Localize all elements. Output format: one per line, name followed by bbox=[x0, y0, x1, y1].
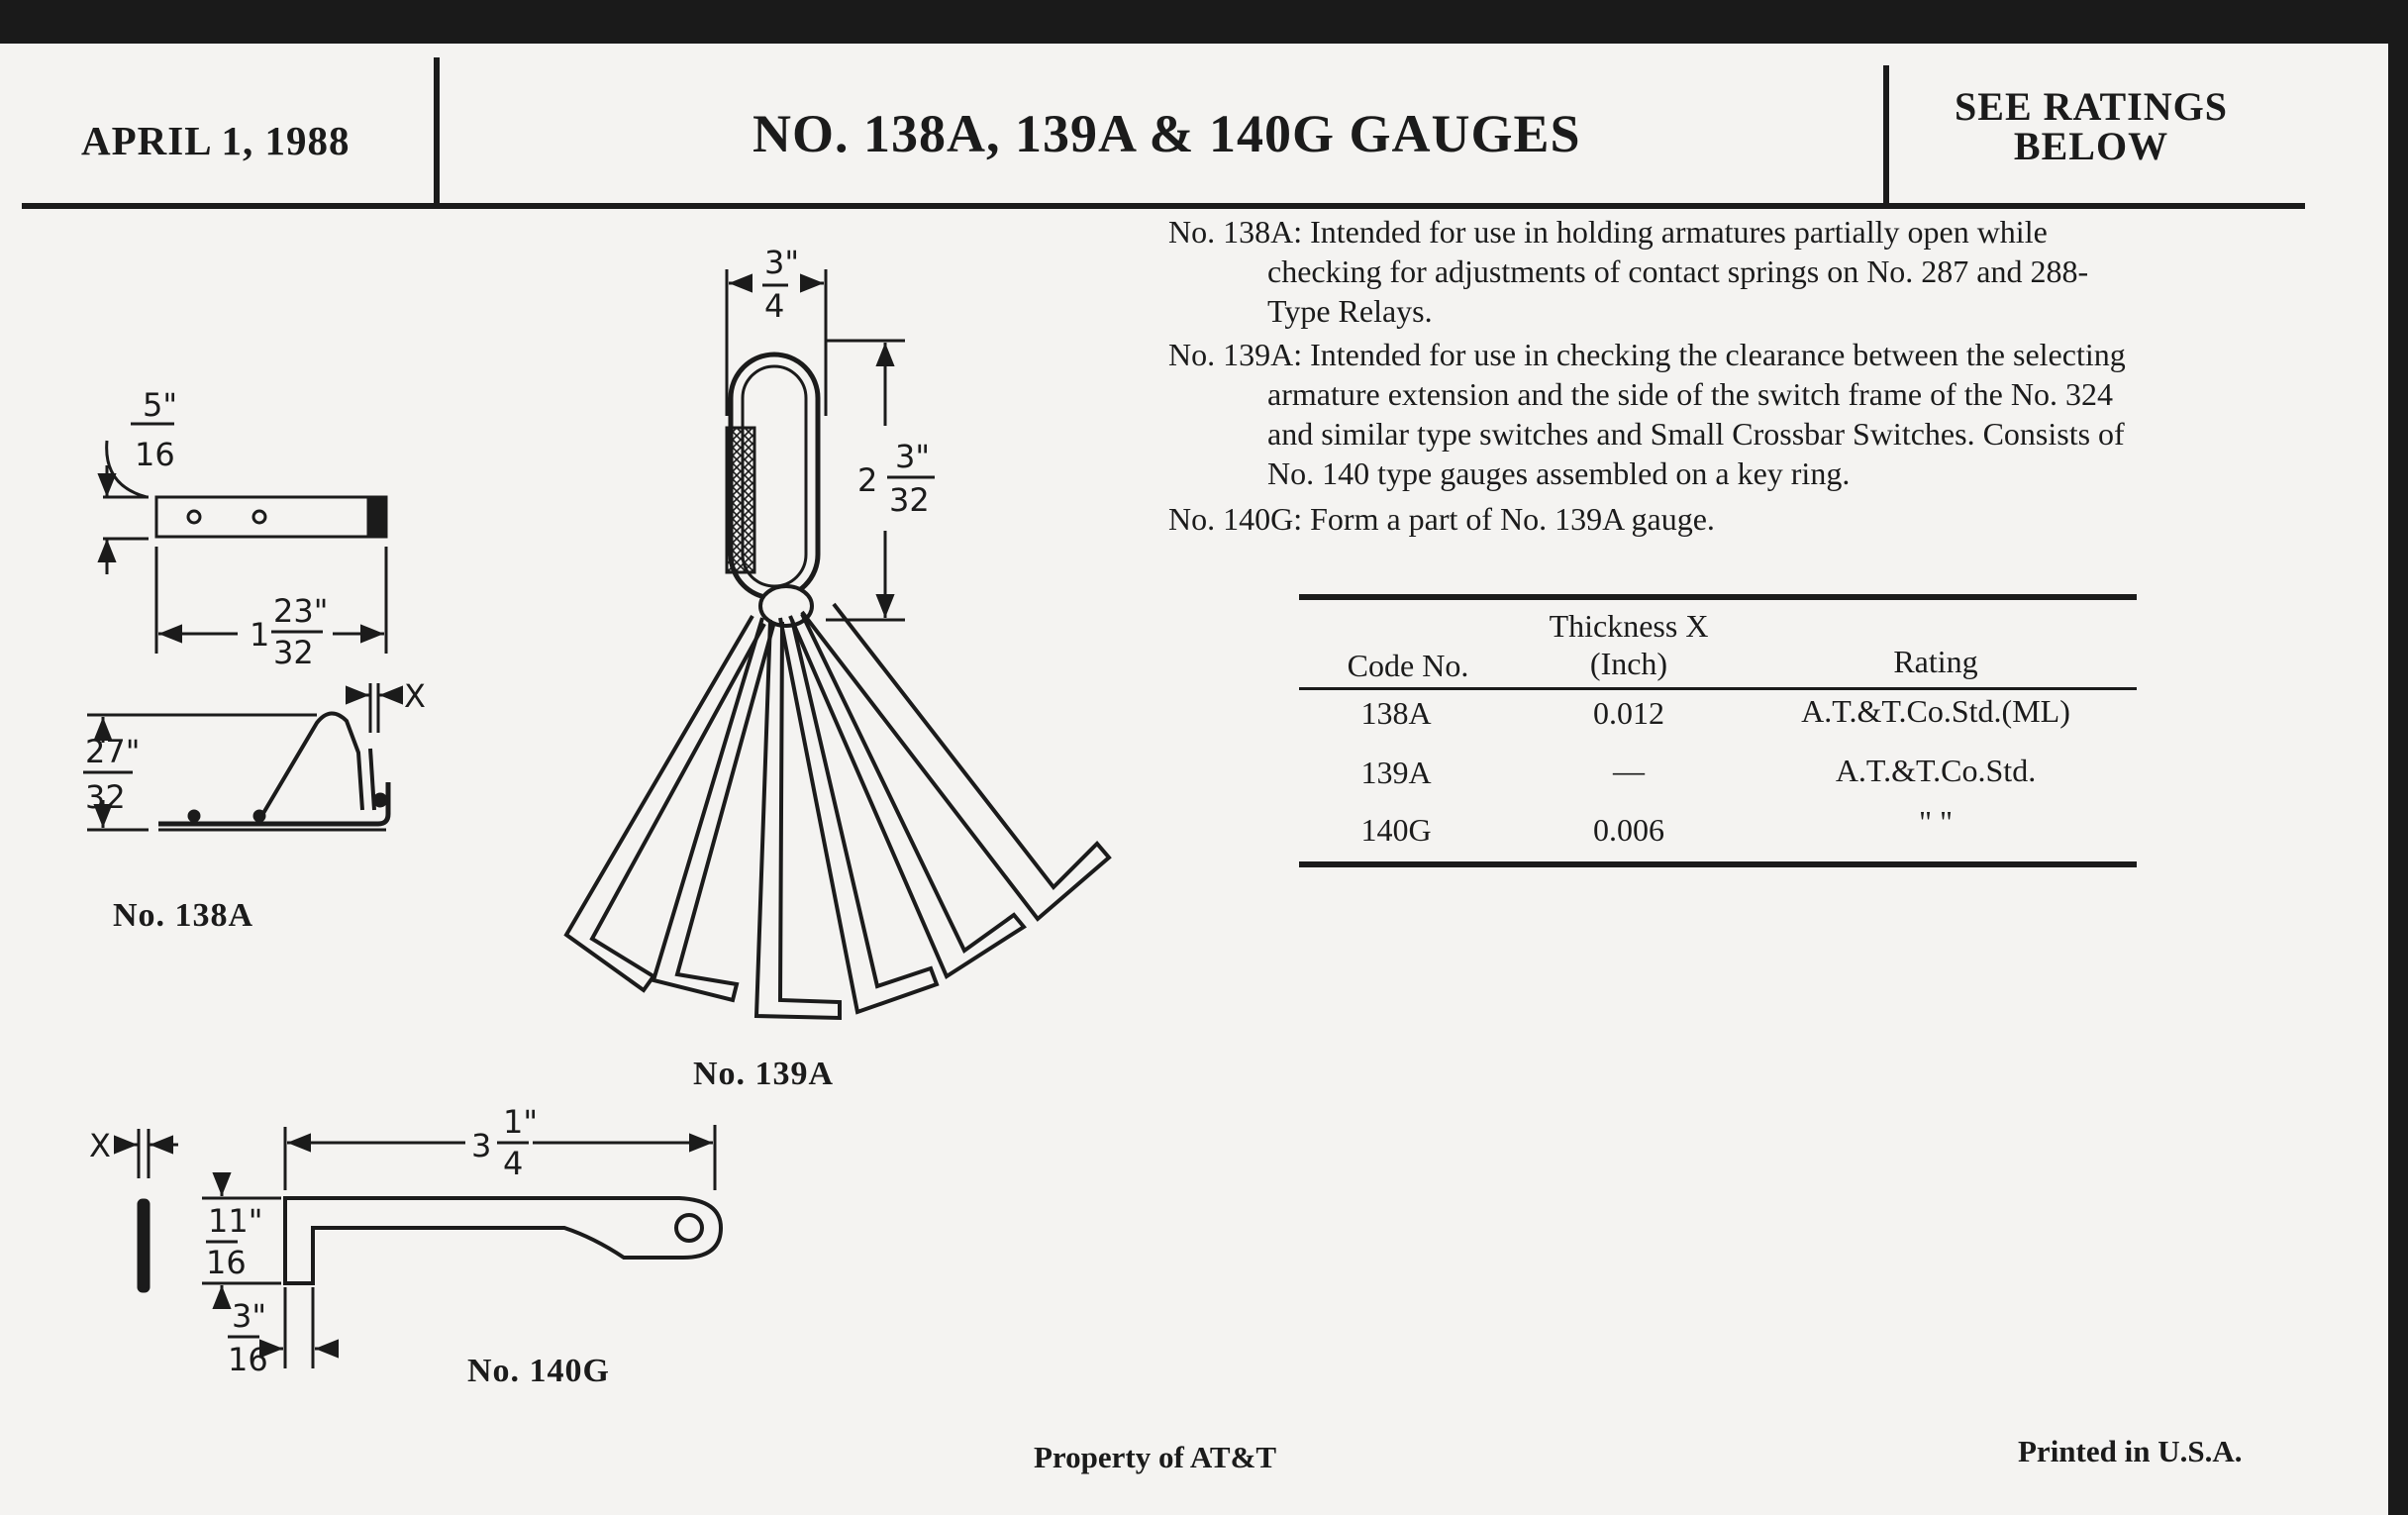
desc-139a-line-4: No. 140 type gauges assembled on a key ring. bbox=[1267, 455, 1851, 491]
dim-139a-h-den: 32 bbox=[889, 481, 930, 519]
dim-140g-x bbox=[117, 1129, 178, 1178]
desc-140g-line-1: No. 140G: Form a part of No. 139A gauge. bbox=[1168, 501, 1715, 537]
footer-printed: Printed in U.S.A. bbox=[2018, 1434, 2243, 1468]
caption-139a: No. 139A bbox=[693, 1056, 835, 1092]
caption-138a: No. 138A bbox=[113, 897, 254, 934]
desc-138a-line-2: checking for adjustments of contact springs on No. 287 and 288- bbox=[1267, 253, 2089, 289]
gauge-139a-drawing bbox=[566, 269, 1109, 1018]
gauge-138a-side-view bbox=[158, 713, 388, 830]
dim-139a-h-whole: 2 bbox=[857, 461, 878, 499]
gauge-138a-top-view bbox=[156, 497, 386, 537]
table-row-1-thickness: 0.012 bbox=[1593, 695, 1664, 731]
dim-138a-h-den: 32 bbox=[85, 778, 126, 816]
dim-140g-h-den: 16 bbox=[206, 1244, 247, 1281]
gauge-140g-edge-view bbox=[139, 1200, 149, 1291]
desc-139a-line-1: No. 139A: Intended for use in checking the clearance between the selecting bbox=[1168, 337, 2126, 372]
table-row-2-rating: A.T.&T.Co.Std. bbox=[1835, 753, 2037, 788]
gauge-blades bbox=[566, 604, 1109, 1018]
table-row-3-rating: " " bbox=[1918, 804, 1954, 840]
dim-140g-w-num: 3" bbox=[232, 1297, 267, 1335]
dim-140g-len-den: 4 bbox=[503, 1145, 524, 1182]
table-header-thickness-1: Thickness X bbox=[1549, 608, 1709, 644]
table-header-thickness-2: (Inch) bbox=[1589, 646, 1668, 681]
dim-140g-len-whole: 3 bbox=[471, 1127, 492, 1164]
table-row-1-rating: A.T.&T.Co.Std.(ML) bbox=[1801, 693, 2070, 729]
dim-138a-len-den: 32 bbox=[273, 634, 314, 671]
dim-138a-x: X bbox=[404, 677, 426, 715]
table-row-3-code: 140G bbox=[1360, 812, 1432, 848]
dim-140g-h-num: 11" bbox=[208, 1202, 263, 1240]
dim-138a-length bbox=[156, 547, 386, 654]
table-header-code: Code No. bbox=[1347, 648, 1469, 683]
ratings-line-2: BELOW bbox=[2013, 124, 2169, 168]
footer-property: Property of AT&T bbox=[1034, 1440, 1277, 1474]
dim-138a-x bbox=[347, 683, 402, 733]
table-row-1-code: 138A bbox=[1360, 695, 1432, 731]
desc-139a-line-2: armature extension and the side of the switch frame of the No. 324 bbox=[1267, 376, 2113, 412]
gauge-140g-profile bbox=[285, 1198, 721, 1283]
table-row-2-code: 139A bbox=[1360, 755, 1432, 790]
dim-140g-x: X bbox=[89, 1127, 111, 1164]
table-header-rating: Rating bbox=[1893, 644, 1978, 679]
gauge-138a-drawing bbox=[87, 441, 402, 830]
dim-138a-top-num: 5" bbox=[143, 386, 178, 424]
dim-138a-h-num: 27" bbox=[85, 733, 141, 770]
dim-140g-w-den: 16 bbox=[228, 1341, 268, 1378]
page-title: NO. 138A, 139A & 140G GAUGES bbox=[752, 104, 1581, 163]
desc-138a-line-3: Type Relays. bbox=[1267, 293, 1433, 329]
dim-138a-len-whole: 1 bbox=[250, 616, 270, 654]
caption-140g: No. 140G bbox=[467, 1353, 610, 1389]
dim-138a-len-num: 23" bbox=[273, 592, 329, 630]
dim-139a-w-num: 3" bbox=[764, 244, 800, 281]
ratings-line-1: SEE RATINGS bbox=[1955, 84, 2228, 129]
dim-138a-top-den: 16 bbox=[135, 436, 175, 473]
table-row-2-thickness: — bbox=[1613, 753, 1645, 788]
dim-139a-w-den: 4 bbox=[764, 287, 785, 325]
dim-140g-width bbox=[263, 1287, 337, 1368]
key-ring bbox=[727, 354, 818, 626]
dim-139a-h-num: 3" bbox=[895, 438, 931, 475]
desc-138a-line-1: No. 138A: Intended for use in holding armatures partially open while bbox=[1168, 214, 2048, 250]
table-row-3-thickness: 0.006 bbox=[1593, 812, 1664, 848]
dimension-labels bbox=[85, 244, 930, 1378]
header-date: APRIL 1, 1988 bbox=[81, 118, 351, 163]
dim-140g-len-num: 1" bbox=[503, 1103, 539, 1141]
dim-140g-length bbox=[285, 1125, 715, 1190]
desc-139a-line-3: and similar type switches and Small Crossbar Switches. Consists of bbox=[1267, 416, 2125, 452]
